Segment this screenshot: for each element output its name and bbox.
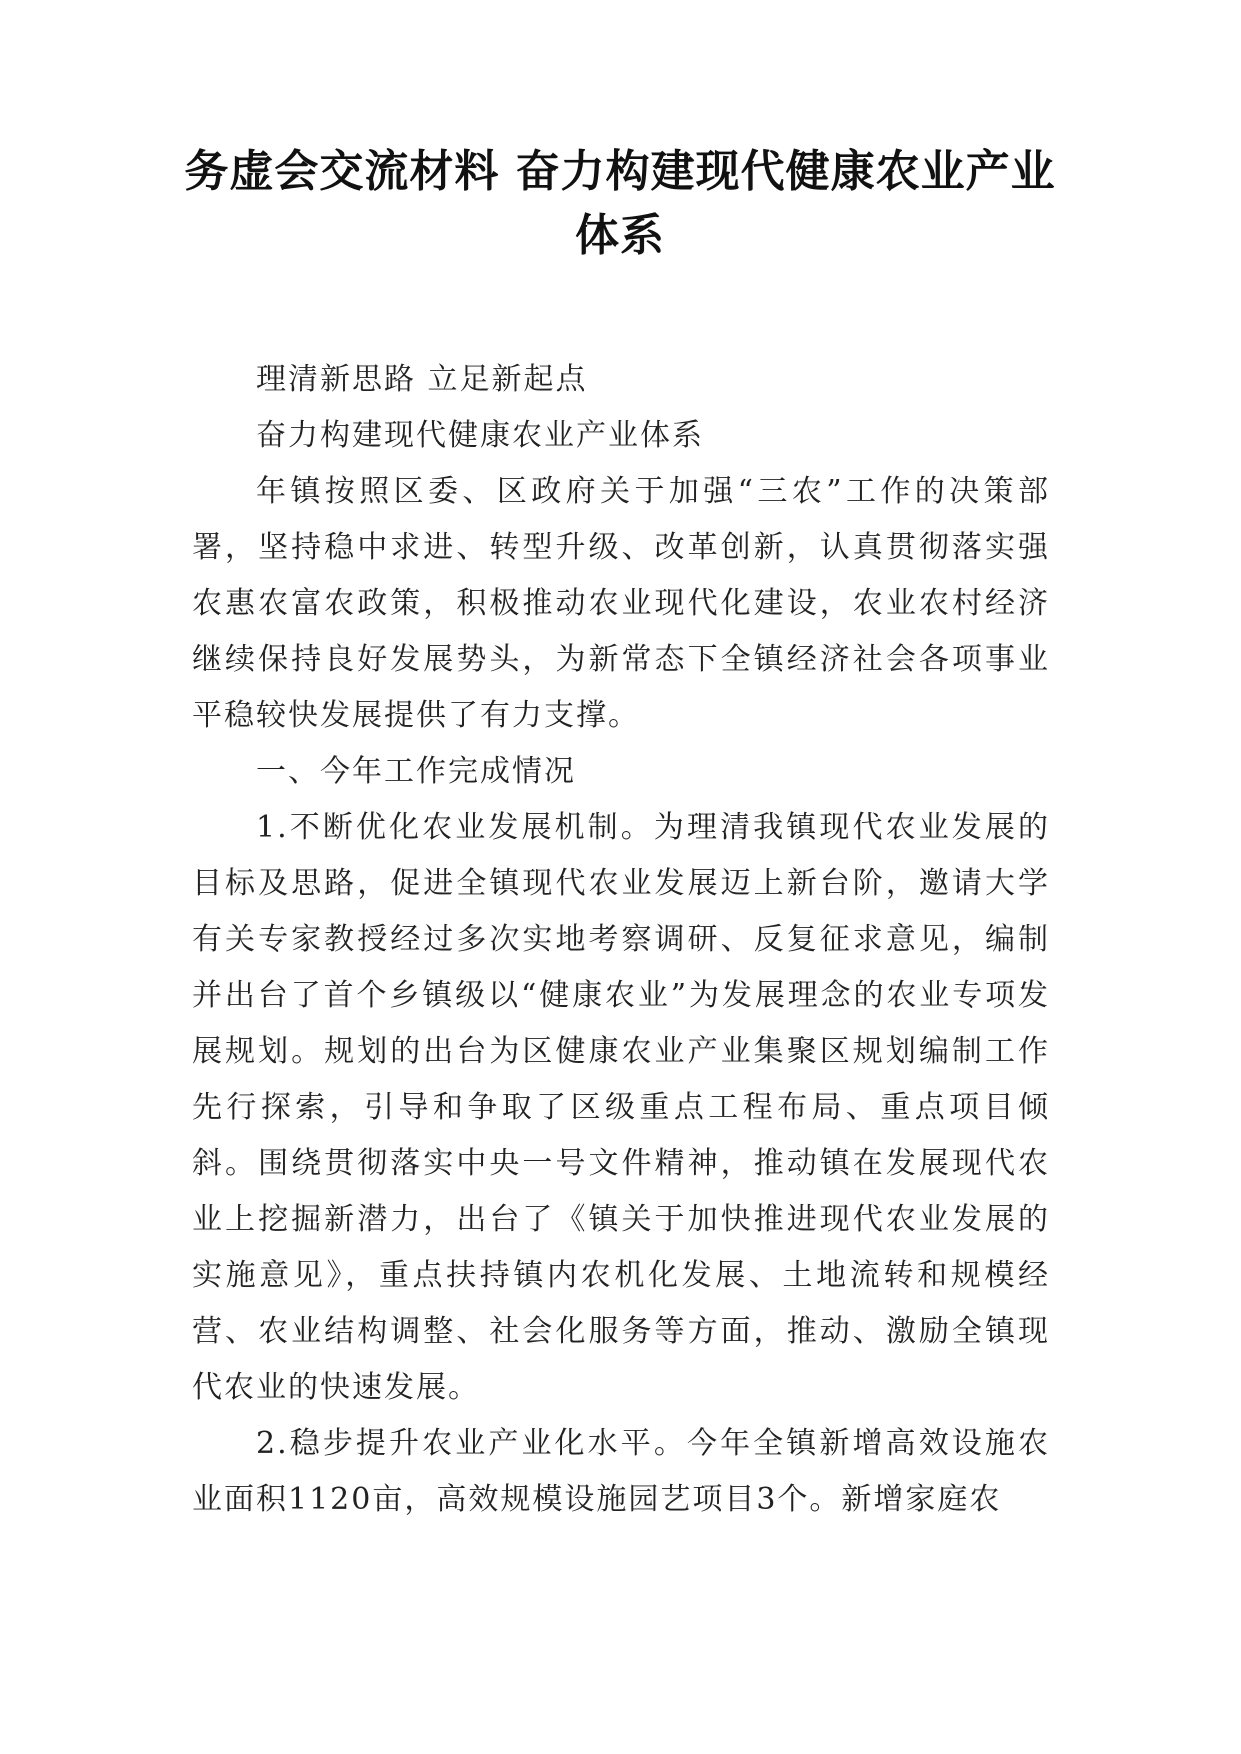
subtitle-line-1: 理清新思路 立足新起点: [256, 362, 588, 397]
intro-paragraph: 年镇按照区委、区政府关于加强“三农”工作的决策部署，坚持稳中求进、转型升级、改革创新，认真贯彻落实强农惠农富农政策，积极推动农业现代化建设，农业农村经济继续保持良好发展势头，为新常态下全镇经济社会各项事业平稳较快发展提供了有力支撑。: [192, 474, 1050, 733]
body-paragraph: 1.不断优化农业发展机制。为理清我镇现代农业发展的目标及思路，促进全镇现代农业发展迈上新台阶，邀请大学有关专家教授经过多次实地考察调研、反复征求意见，编制并出台了首个乡镇级以“健康农业”为发展理念的农业专项发展规划。规划的出台为区健康农业产业集聚区规划编制工作先行探索，引导和争取了区级重点工程布局、重点项目倾斜。围绕贯彻落实中央一号文件精神，推动镇在发展现代农业上挖掘新潜力，出台了《镇关于加快推进现代农业发展的实施意见》，重点扶持镇内农机化发展、土地流转和规模经营、农业结构调整、社会化服务等方面，推动、激励全镇现代农业的快速发展。: [192, 810, 1050, 1405]
document-title: 务虚会交流材料 奋力构建现代健康农业产业体系: [184, 146, 1056, 261]
section-heading: 一、今年工作完成情况: [256, 754, 576, 789]
document-body: [192, 352, 1050, 1528]
body-paragraph: 2.稳步提升农业产业化水平。今年全镇新增高效设施农业面积1120亩，高效规模设施园艺项目3个。新增家庭农: [192, 1426, 1050, 1517]
subtitle-line-2: 奋力构建现代健康农业产业体系: [256, 418, 704, 453]
